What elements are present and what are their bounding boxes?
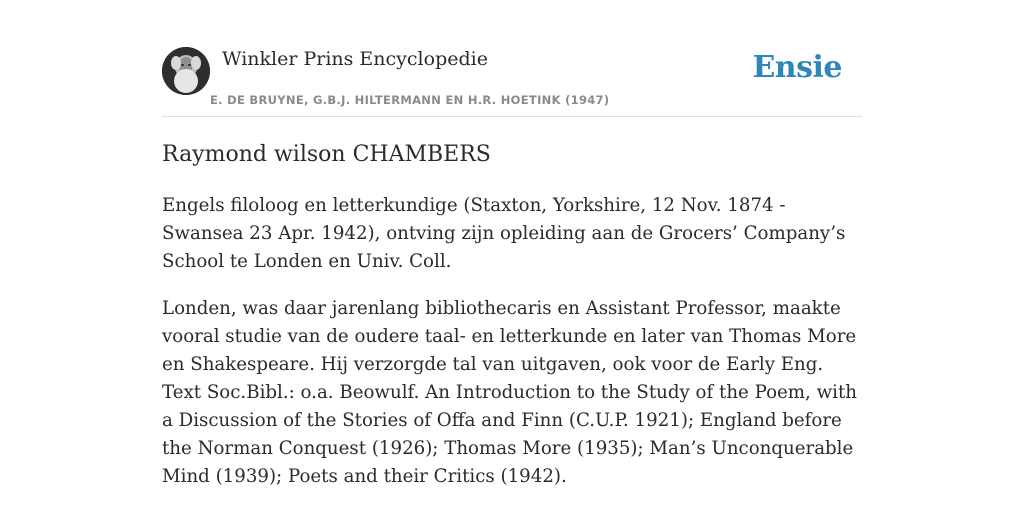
brand-logo-link[interactable]: Ensie	[752, 50, 842, 85]
article-title: Raymond wilson CHAMBERS	[162, 142, 491, 167]
authors-subtitle: E. DE BRUYNE, G.B.J. HILTERMANN EN H.R. HOETINK (1947)	[210, 93, 610, 107]
page	[162, 0, 862, 487]
article-paragraph: Engels filoloog en letterkundige (Staxton, Yorkshire, 12 Nov. 1874 - Swansea 23 Apr. 1942), ontving zijn opleiding aan de Grocers’ Company’s School te Londen en Univ. Coll.	[162, 195, 846, 272]
portrait-avatar-icon[interactable]	[162, 47, 210, 95]
article-paragraph: Londen, was daar jarenlang bibliothecaris en Assistant Professor, maakte vooral studie van de oudere taal- en letterkunde en later van Thomas More en Shakespeare. Hij verzorgde tal van uitgaven, ook voor de Early Eng. Text Soc.Bibl.: o.a. Beowulf. An Introduction to the Study of the Poem, with a Discussion of the Stories of Offa and Finn (C.U.P. 1921); England before the Norman Conquest (1926); Thomas More (1935); Man’s Unconquerable Mind (1939); Poets and their Critics (1942).	[162, 298, 858, 487]
header	[162, 0, 862, 117]
site-name[interactable]: Winkler Prins Encyclopedie	[222, 48, 488, 70]
